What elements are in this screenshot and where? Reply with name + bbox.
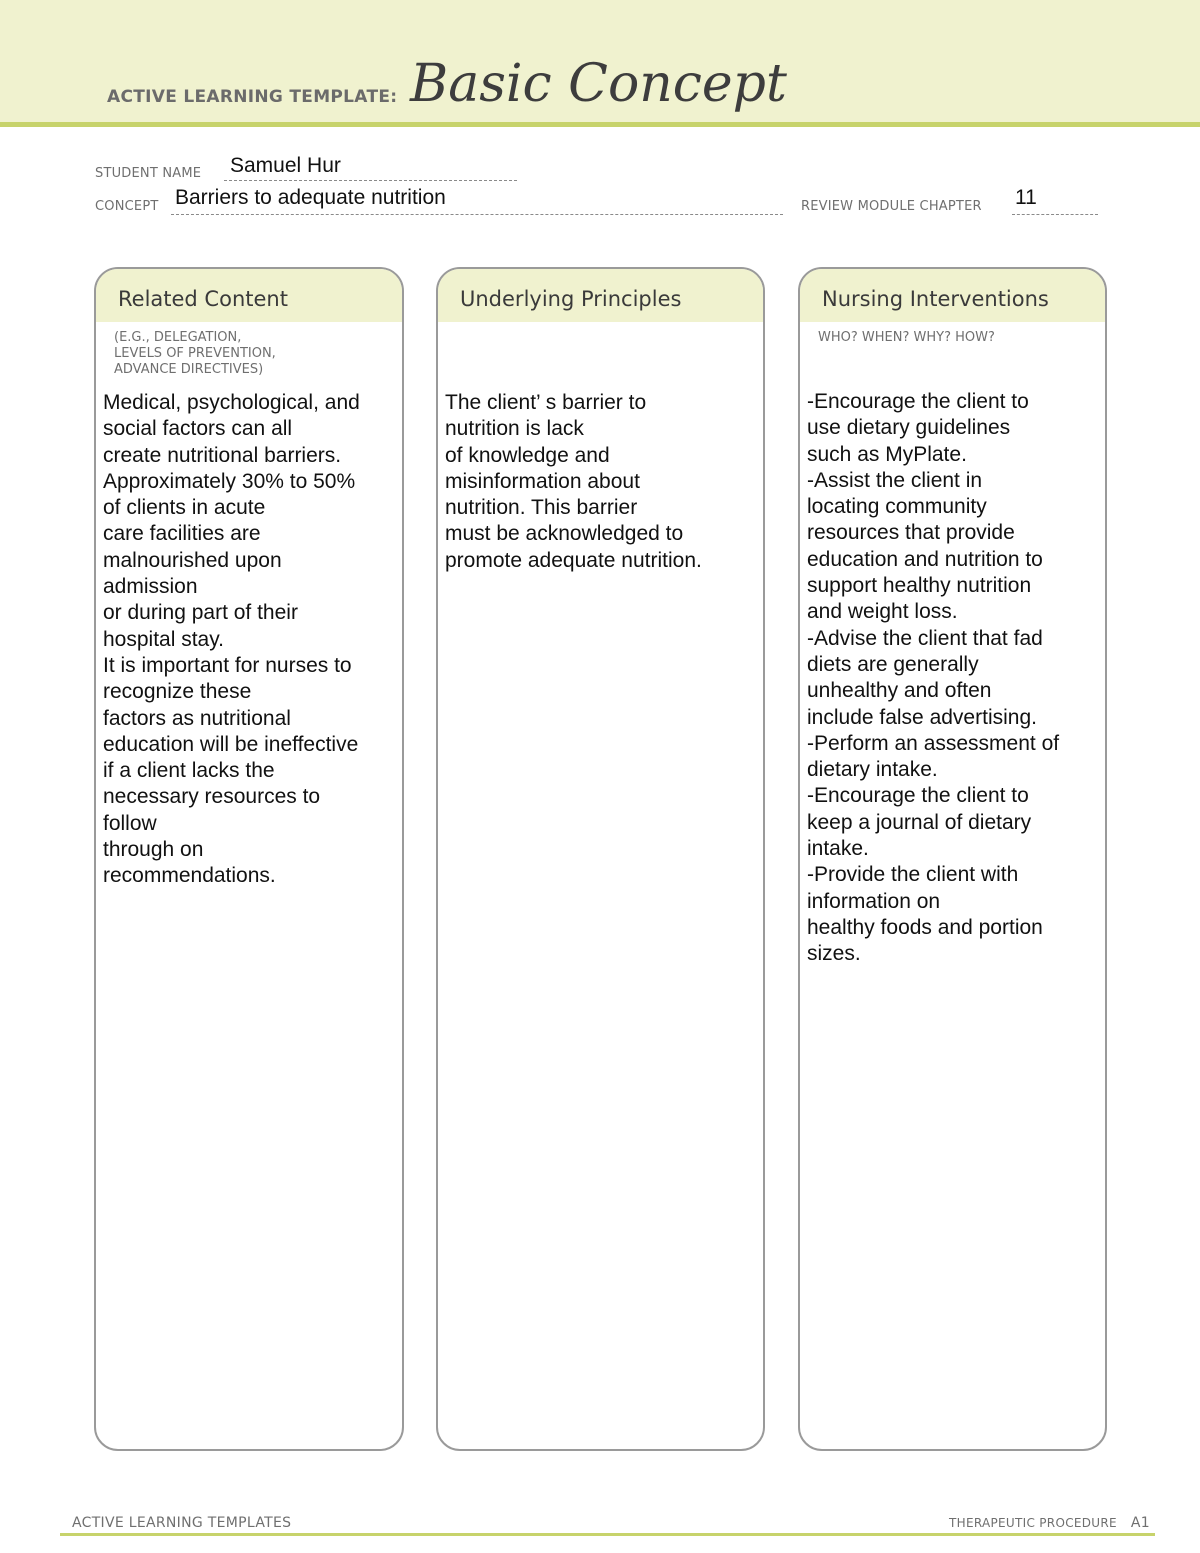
concept-label: CONCEPT [95,199,159,214]
card-title: Underlying Principles [460,287,682,311]
card-body-text[interactable]: -Encourage the client to use dietary guidelines such as MyPlate. -Assist the client in locating community resources that provide education and nutrition to support healthy nutrition and weight loss. -Advise the client that fad diets are generally unhealthy and often include false advertising. -Perform an assessment of dietary intake. -Encourage the client to keep a journal of dietary intake. -Provide the client with information on healthy foods and portion sizes. [807,390,1060,966]
student-name-label: STUDENT NAME [95,166,202,181]
card-subtitle: (E.G., DELEGATION, LEVELS OF PREVENTION, ADVANCE DIRECTIVES) [114,330,276,377]
page-title: Basic Concept [410,54,787,114]
header-prefix: ACTIVE LEARNING TEMPLATE: [107,87,398,107]
card-body-text[interactable]: Medical, psychological, and social factors can all create nutritional barriers. Approximately 30% to 50% of clients in acute care facilities are malnourished upon admission or during part of their hospital stay. It is important for nurses to recognize these factors as nutritional education will be ineffective if a client lacks the necessary resources to follow through on recommendations. [103,391,360,888]
footer-section-label: THERAPEUTIC PROCEDURE [949,1516,1117,1530]
header-rule [0,122,1200,127]
footer-rule [60,1533,1155,1536]
chapter-label: REVIEW MODULE CHAPTER [801,199,982,214]
card-title: Related Content [118,287,288,311]
concept-line [171,214,783,215]
concept-field[interactable]: Barriers to adequate nutrition [175,186,446,209]
footer-left-label: ACTIVE LEARNING TEMPLATES [72,1515,292,1531]
card-subtitle: WHO? WHEN? WHY? HOW? [818,330,995,345]
chapter-field[interactable]: 11 [1015,186,1037,209]
card-related-content [94,267,404,1451]
student-name-field[interactable]: Samuel Hur [230,154,341,177]
student-name-line [224,180,517,181]
page-number: A1 [1130,1515,1150,1531]
card-underlying-principles [436,267,765,1451]
card-body-text[interactable]: The client’ s barrier to nutrition is lack of knowledge and misinformation about nutrition. This barrier must be acknowledged to promote adequate nutrition. [445,391,702,572]
card-title: Nursing Interventions [822,287,1049,311]
chapter-line [1012,214,1098,215]
card-nursing-interventions [798,267,1107,1451]
footer-right [949,1515,1150,1531]
